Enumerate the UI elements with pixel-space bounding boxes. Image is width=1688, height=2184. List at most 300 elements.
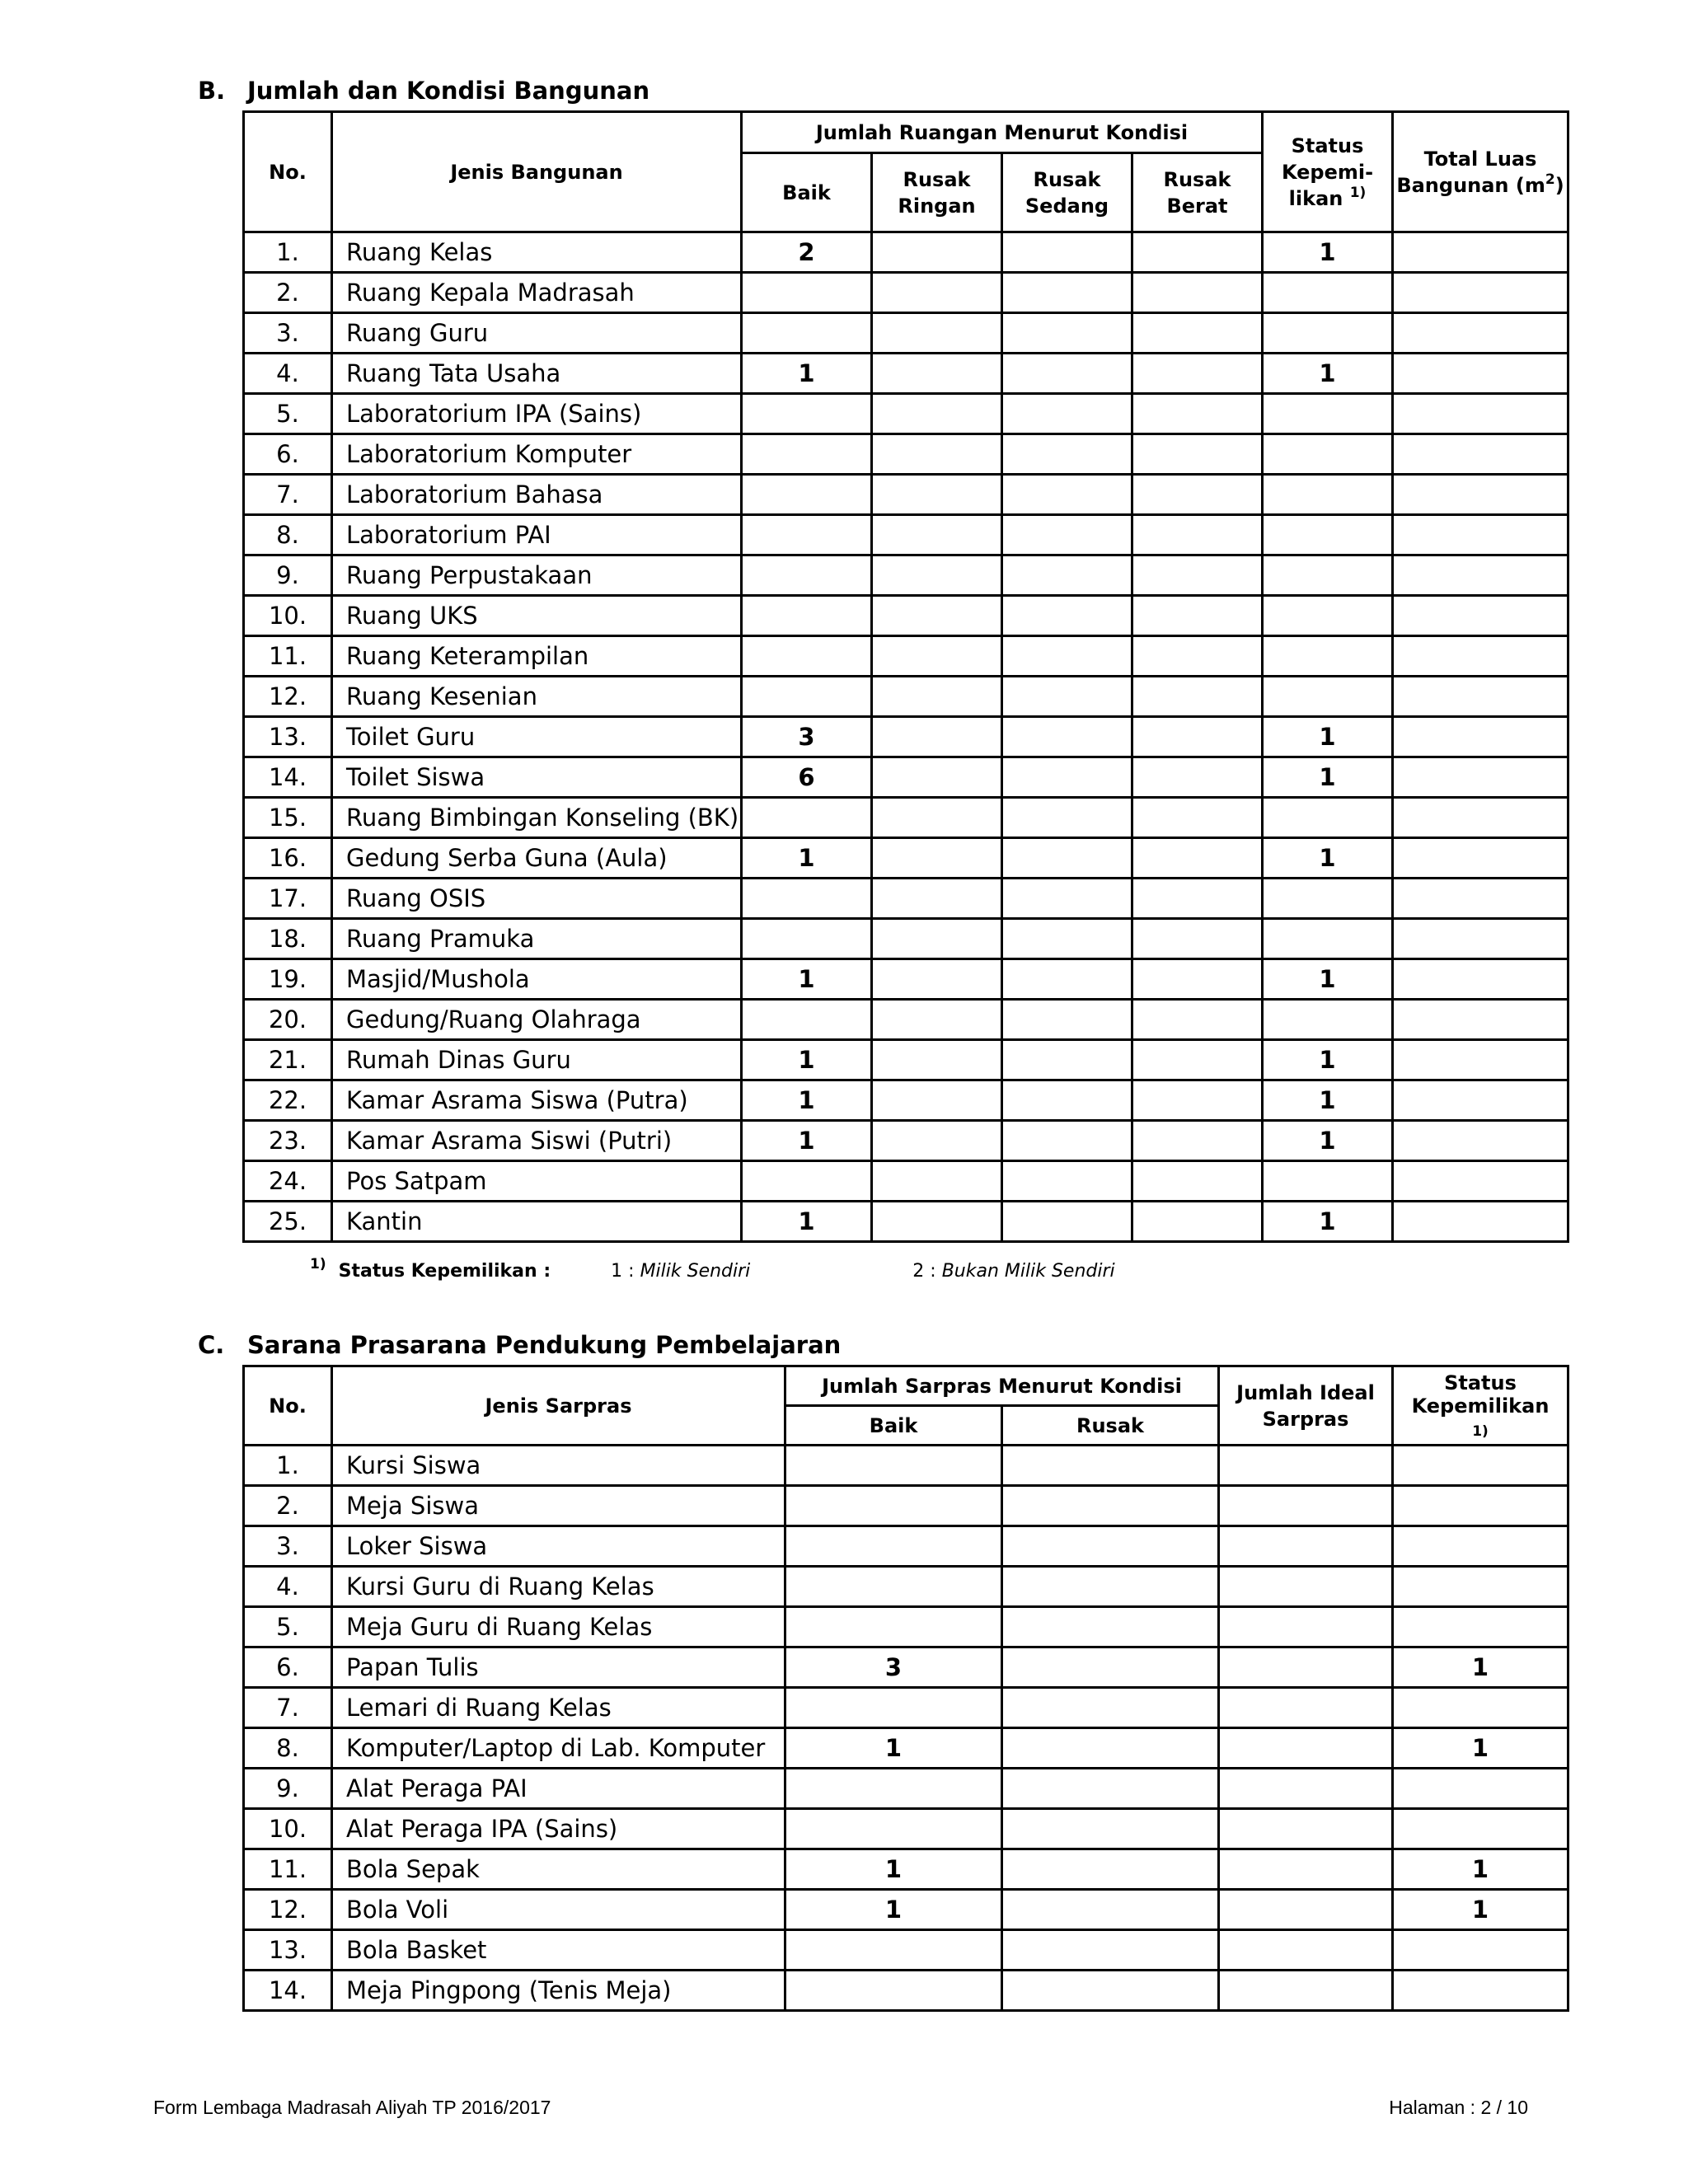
- cell-no: 12.: [244, 1890, 332, 1930]
- cell-status: 1: [1393, 1647, 1568, 1688]
- cell-rusak-ringan: [872, 677, 1002, 717]
- cell-no: 14.: [244, 1971, 332, 2011]
- cell-jumlah-ideal: [1219, 1809, 1393, 1849]
- cell-status: [1263, 879, 1393, 919]
- cell-no: 24.: [244, 1161, 332, 1202]
- cell-total-luas: [1393, 1121, 1568, 1161]
- cell-jenis-bangunan: Ruang Kesenian: [332, 677, 742, 717]
- cell-rusak-sedang: [1002, 879, 1132, 919]
- cell-rusak-sedang: [1002, 959, 1132, 1000]
- cell-rusak-ringan: [872, 394, 1002, 434]
- cell-rusak-sedang: [1002, 677, 1132, 717]
- table-row: [244, 1769, 1568, 1809]
- cell-rusak-berat: [1132, 394, 1263, 434]
- table-row: [244, 757, 1568, 798]
- cell-no: 8.: [244, 515, 332, 555]
- cell-jenis-sarpras: Loker Siswa: [332, 1526, 785, 1567]
- cell-no: 9.: [244, 1769, 332, 1809]
- cell-status: [1263, 273, 1393, 313]
- table-row: [244, 677, 1568, 717]
- table-row: [244, 1161, 1568, 1202]
- cell-total-luas: [1393, 1161, 1568, 1202]
- cell-status: [1263, 636, 1393, 677]
- cell-no: 4.: [244, 354, 332, 394]
- cell-jumlah-ideal: [1219, 1688, 1393, 1728]
- cell-status: [1393, 1769, 1568, 1809]
- cell-rusak-sedang: [1002, 757, 1132, 798]
- cell-rusak-sedang: [1002, 434, 1132, 475]
- table-row: [244, 798, 1568, 838]
- cell-jenis-bangunan: Kamar Asrama Siswi (Putri): [332, 1121, 742, 1161]
- cell-total-luas: [1393, 1000, 1568, 1040]
- table-row: [244, 1080, 1568, 1121]
- header-jumlah-ruangan: Jumlah Ruangan Menurut Kondisi: [742, 112, 1263, 153]
- cell-no: 14.: [244, 757, 332, 798]
- cell-jenis-sarpras: Kursi Guru di Ruang Kelas: [332, 1567, 785, 1607]
- cell-baik: [785, 1769, 1002, 1809]
- cell-rusak: [1002, 1971, 1219, 2011]
- cell-rusak-sedang: [1002, 273, 1132, 313]
- cell-rusak-sedang: [1002, 636, 1132, 677]
- cell-jenis-bangunan: Laboratorium IPA (Sains): [332, 394, 742, 434]
- cell-no: 22.: [244, 1080, 332, 1121]
- cell-status: 1: [1263, 1040, 1393, 1080]
- cell-total-luas: [1393, 475, 1568, 515]
- cell-baik: [742, 596, 872, 636]
- cell-status: [1393, 1930, 1568, 1971]
- cell-rusak-berat: [1132, 273, 1263, 313]
- cell-baik: [785, 1930, 1002, 1971]
- cell-jumlah-ideal: [1219, 1769, 1393, 1809]
- cell-baik: 6: [742, 757, 872, 798]
- cell-no: 21.: [244, 1040, 332, 1080]
- cell-status: [1263, 313, 1393, 354]
- cell-no: 11.: [244, 636, 332, 677]
- cell-jenis-bangunan: Kamar Asrama Siswa (Putra): [332, 1080, 742, 1121]
- cell-rusak-ringan: [872, 636, 1002, 677]
- header-status-kepemilikan-c: Status Kepemilikan 1): [1393, 1366, 1568, 1446]
- cell-status: [1263, 515, 1393, 555]
- table-row: [244, 1890, 1568, 1930]
- cell-total-luas: [1393, 1040, 1568, 1080]
- cell-no: 3.: [244, 1526, 332, 1567]
- cell-no: 23.: [244, 1121, 332, 1161]
- cell-rusak-sedang: [1002, 717, 1132, 757]
- footnote-label: Status Kepemilikan :: [338, 1261, 551, 1282]
- cell-rusak: [1002, 1446, 1219, 1486]
- cell-jenis-sarpras: Alat Peraga IPA (Sains): [332, 1809, 785, 1849]
- cell-status: 1: [1263, 838, 1393, 879]
- cell-baik: [742, 475, 872, 515]
- cell-baik: [785, 1809, 1002, 1849]
- cell-rusak-berat: [1132, 1121, 1263, 1161]
- cell-status: [1263, 394, 1393, 434]
- cell-jenis-bangunan: Toilet Siswa: [332, 757, 742, 798]
- cell-rusak-ringan: [872, 313, 1002, 354]
- cell-baik: [785, 1567, 1002, 1607]
- cell-no: 19.: [244, 959, 332, 1000]
- cell-baik: 1: [785, 1849, 1002, 1890]
- cell-rusak-ringan: [872, 354, 1002, 394]
- cell-status: [1263, 1000, 1393, 1040]
- cell-rusak-berat: [1132, 313, 1263, 354]
- cell-rusak-ringan: [872, 1161, 1002, 1202]
- table-row: [244, 313, 1568, 354]
- cell-rusak-ringan: [872, 1040, 1002, 1080]
- table-row: [244, 1849, 1568, 1890]
- cell-baik: [742, 1161, 872, 1202]
- cell-status: [1263, 596, 1393, 636]
- cell-no: 2.: [244, 273, 332, 313]
- cell-jenis-bangunan: Ruang Bimbingan Konseling (BK): [332, 798, 742, 838]
- table-row: [244, 1971, 1568, 2011]
- table-row: [244, 1000, 1568, 1040]
- cell-jenis-bangunan: Laboratorium Bahasa: [332, 475, 742, 515]
- cell-no: 3.: [244, 313, 332, 354]
- footnote-option-1: 1 : Milik Sendiri: [611, 1261, 751, 1282]
- cell-rusak: [1002, 1809, 1219, 1849]
- cell-no: 13.: [244, 717, 332, 757]
- table-row: [244, 1446, 1568, 1486]
- cell-rusak-berat: [1132, 757, 1263, 798]
- cell-status: 1: [1263, 1121, 1393, 1161]
- cell-jenis-sarpras: Lemari di Ruang Kelas: [332, 1688, 785, 1728]
- cell-rusak-sedang: [1002, 1040, 1132, 1080]
- header-baik-c: Baik: [785, 1406, 1002, 1446]
- cell-rusak-sedang: [1002, 555, 1132, 596]
- footer-form-name: Form Lembaga Madrasah Aliyah TP 2016/2017: [153, 2097, 551, 2118]
- cell-total-luas: [1393, 273, 1568, 313]
- cell-rusak-berat: [1132, 1040, 1263, 1080]
- cell-baik: 1: [785, 1890, 1002, 1930]
- cell-baik: [785, 1486, 1002, 1526]
- cell-status: [1263, 919, 1393, 959]
- cell-jumlah-ideal: [1219, 1930, 1393, 1971]
- cell-jenis-bangunan: Laboratorium Komputer: [332, 434, 742, 475]
- cell-jenis-sarpras: Komputer/Laptop di Lab. Komputer: [332, 1728, 785, 1769]
- cell-baik: [742, 919, 872, 959]
- table-row: [244, 273, 1568, 313]
- cell-total-luas: [1393, 838, 1568, 879]
- cell-rusak-ringan: [872, 919, 1002, 959]
- cell-no: 7.: [244, 475, 332, 515]
- cell-rusak-berat: [1132, 555, 1263, 596]
- cell-rusak-berat: [1132, 959, 1263, 1000]
- cell-status: [1263, 475, 1393, 515]
- cell-rusak-sedang: [1002, 1161, 1132, 1202]
- cell-jenis-bangunan: Ruang UKS: [332, 596, 742, 636]
- cell-rusak-ringan: [872, 555, 1002, 596]
- cell-rusak-berat: [1132, 1000, 1263, 1040]
- table-row: [244, 1040, 1568, 1080]
- cell-rusak-ringan: [872, 273, 1002, 313]
- cell-baik: 3: [742, 717, 872, 757]
- cell-rusak: [1002, 1486, 1219, 1526]
- cell-no: 5.: [244, 394, 332, 434]
- cell-rusak-sedang: [1002, 475, 1132, 515]
- table-row: [244, 1486, 1568, 1526]
- cell-baik: [742, 1000, 872, 1040]
- cell-status: 1: [1263, 1202, 1393, 1242]
- cell-baik: [742, 515, 872, 555]
- cell-jumlah-ideal: [1219, 1446, 1393, 1486]
- cell-rusak-ringan: [872, 838, 1002, 879]
- cell-status: 1: [1263, 959, 1393, 1000]
- header-jenis-bangunan: Jenis Bangunan: [332, 112, 742, 232]
- cell-rusak-ringan: [872, 757, 1002, 798]
- cell-baik: [785, 1446, 1002, 1486]
- cell-total-luas: [1393, 596, 1568, 636]
- section-b-letter: B.: [198, 77, 226, 105]
- cell-rusak-berat: [1132, 1202, 1263, 1242]
- table-row: [244, 1567, 1568, 1607]
- cell-status: 1: [1263, 717, 1393, 757]
- cell-status: 1: [1393, 1890, 1568, 1930]
- cell-no: 11.: [244, 1849, 332, 1890]
- cell-jenis-bangunan: Ruang Kelas: [332, 232, 742, 273]
- cell-jumlah-ideal: [1219, 1607, 1393, 1647]
- cell-no: 18.: [244, 919, 332, 959]
- cell-total-luas: [1393, 1202, 1568, 1242]
- cell-rusak-berat: [1132, 919, 1263, 959]
- cell-total-luas: [1393, 879, 1568, 919]
- footnote-option-2: 2 : Bukan Milik Sendiri: [912, 1261, 1115, 1282]
- cell-jenis-bangunan: Gedung/Ruang Olahraga: [332, 1000, 742, 1040]
- cell-no: 7.: [244, 1688, 332, 1728]
- cell-status: [1263, 555, 1393, 596]
- table-row: [244, 354, 1568, 394]
- header-rusak-ringan: Rusak Ringan: [872, 153, 1002, 232]
- bangunan-table: [242, 110, 1569, 1243]
- cell-total-luas: [1393, 717, 1568, 757]
- table-row: [244, 555, 1568, 596]
- cell-no: 13.: [244, 1930, 332, 1971]
- cell-jumlah-ideal: [1219, 1567, 1393, 1607]
- cell-no: 6.: [244, 1647, 332, 1688]
- cell-rusak-berat: [1132, 1161, 1263, 1202]
- cell-no: 5.: [244, 1607, 332, 1647]
- cell-total-luas: [1393, 1080, 1568, 1121]
- cell-jenis-sarpras: Bola Basket: [332, 1930, 785, 1971]
- table-row: [244, 1809, 1568, 1849]
- cell-rusak: [1002, 1567, 1219, 1607]
- cell-rusak-ringan: [872, 798, 1002, 838]
- cell-jenis-bangunan: Toilet Guru: [332, 717, 742, 757]
- cell-total-luas: [1393, 434, 1568, 475]
- cell-rusak-berat: [1132, 717, 1263, 757]
- cell-rusak-ringan: [872, 475, 1002, 515]
- cell-rusak-berat: [1132, 677, 1263, 717]
- cell-jumlah-ideal: [1219, 1971, 1393, 2011]
- cell-baik: [742, 555, 872, 596]
- cell-no: 25.: [244, 1202, 332, 1242]
- cell-no: 16.: [244, 838, 332, 879]
- cell-baik: 1: [742, 1202, 872, 1242]
- cell-rusak: [1002, 1728, 1219, 1769]
- cell-rusak: [1002, 1647, 1219, 1688]
- cell-jenis-bangunan: Pos Satpam: [332, 1161, 742, 1202]
- table-row: [244, 1688, 1568, 1728]
- cell-jenis-sarpras: Meja Guru di Ruang Kelas: [332, 1607, 785, 1647]
- cell-rusak-berat: [1132, 515, 1263, 555]
- cell-jenis-bangunan: Kantin: [332, 1202, 742, 1242]
- cell-jenis-bangunan: Ruang Kepala Madrasah: [332, 273, 742, 313]
- header-jumlah-sarpras: Jumlah Sarpras Menurut Kondisi: [785, 1366, 1219, 1406]
- cell-rusak-berat: [1132, 475, 1263, 515]
- cell-jenis-sarpras: Bola Voli: [332, 1890, 785, 1930]
- cell-baik: 3: [785, 1647, 1002, 1688]
- cell-jenis-bangunan: Rumah Dinas Guru: [332, 1040, 742, 1080]
- cell-baik: [742, 394, 872, 434]
- cell-rusak-ringan: [872, 596, 1002, 636]
- cell-no: 4.: [244, 1567, 332, 1607]
- cell-status: 1: [1263, 354, 1393, 394]
- cell-jenis-bangunan: Ruang Tata Usaha: [332, 354, 742, 394]
- cell-baik: [785, 1607, 1002, 1647]
- table-row: [244, 596, 1568, 636]
- table-row: [244, 394, 1568, 434]
- cell-rusak-berat: [1132, 434, 1263, 475]
- cell-rusak-sedang: [1002, 394, 1132, 434]
- cell-status: [1393, 1971, 1568, 2011]
- cell-rusak-sedang: [1002, 798, 1132, 838]
- cell-no: 10.: [244, 1809, 332, 1849]
- table-row: [244, 232, 1568, 273]
- footer-page-number: Halaman : 2 / 10: [1389, 2097, 1528, 2118]
- cell-status: 1: [1263, 232, 1393, 273]
- header-rusak-berat: Rusak Berat: [1132, 153, 1263, 232]
- cell-baik: 1: [742, 1080, 872, 1121]
- sarpras-table-body: [244, 1446, 1568, 2011]
- table-row: [244, 1728, 1568, 1769]
- cell-rusak-berat: [1132, 596, 1263, 636]
- cell-no: 15.: [244, 798, 332, 838]
- cell-rusak: [1002, 1688, 1219, 1728]
- cell-no: 6.: [244, 434, 332, 475]
- cell-baik: [742, 798, 872, 838]
- cell-total-luas: [1393, 757, 1568, 798]
- cell-status: [1393, 1446, 1568, 1486]
- cell-baik: [742, 879, 872, 919]
- cell-rusak-sedang: [1002, 313, 1132, 354]
- cell-no: 17.: [244, 879, 332, 919]
- cell-baik: 1: [742, 959, 872, 1000]
- section-c-letter: C.: [198, 1331, 225, 1359]
- table-row: [244, 636, 1568, 677]
- table-row: [244, 1647, 1568, 1688]
- table-row: [244, 1930, 1568, 1971]
- cell-jenis-bangunan: Masjid/Mushola: [332, 959, 742, 1000]
- cell-total-luas: [1393, 636, 1568, 677]
- cell-no: 8.: [244, 1728, 332, 1769]
- cell-baik: 1: [742, 1121, 872, 1161]
- cell-no: 1.: [244, 1446, 332, 1486]
- cell-rusak-sedang: [1002, 838, 1132, 879]
- cell-rusak-berat: [1132, 232, 1263, 273]
- cell-no: 2.: [244, 1486, 332, 1526]
- cell-status: [1393, 1526, 1568, 1567]
- cell-baik: [785, 1971, 1002, 2011]
- cell-rusak-sedang: [1002, 1202, 1132, 1242]
- cell-jenis-bangunan: Ruang Perpustakaan: [332, 555, 742, 596]
- section-c-title-text: Sarana Prasarana Pendukung Pembelajaran: [247, 1331, 842, 1359]
- cell-jumlah-ideal: [1219, 1647, 1393, 1688]
- cell-total-luas: [1393, 515, 1568, 555]
- header-total-luas: Total Luas Bangunan $(m^2)$: [1393, 112, 1568, 232]
- cell-total-luas: [1393, 232, 1568, 273]
- cell-status: 1: [1393, 1728, 1568, 1769]
- cell-total-luas: [1393, 919, 1568, 959]
- table-row: [244, 1121, 1568, 1161]
- cell-rusak-ringan: [872, 1121, 1002, 1161]
- cell-baik: [785, 1688, 1002, 1728]
- cell-rusak-ringan: [872, 1080, 1002, 1121]
- cell-status: [1263, 798, 1393, 838]
- table-row: [244, 919, 1568, 959]
- cell-status: [1393, 1567, 1568, 1607]
- cell-rusak-ringan: [872, 434, 1002, 475]
- cell-rusak-ringan: [872, 1000, 1002, 1040]
- cell-jenis-bangunan: Ruang Keterampilan: [332, 636, 742, 677]
- table-row: [244, 475, 1568, 515]
- cell-total-luas: [1393, 677, 1568, 717]
- cell-total-luas: [1393, 798, 1568, 838]
- cell-status: [1393, 1809, 1568, 1849]
- cell-status: [1263, 434, 1393, 475]
- cell-total-luas: [1393, 394, 1568, 434]
- section-c-title: [198, 1331, 841, 1359]
- cell-rusak-sedang: [1002, 354, 1132, 394]
- cell-rusak: [1002, 1849, 1219, 1890]
- cell-total-luas: [1393, 555, 1568, 596]
- cell-rusak-sedang: [1002, 919, 1132, 959]
- table-row: [244, 1202, 1568, 1242]
- cell-rusak-sedang: [1002, 596, 1132, 636]
- cell-baik: 1: [742, 354, 872, 394]
- cell-status: 1: [1393, 1849, 1568, 1890]
- header-jumlah-ideal: Jumlah Ideal Sarpras: [1219, 1366, 1393, 1446]
- cell-rusak-ringan: [872, 515, 1002, 555]
- cell-rusak-sedang: [1002, 232, 1132, 273]
- cell-baik: [742, 636, 872, 677]
- cell-baik: [742, 677, 872, 717]
- cell-baik: [742, 434, 872, 475]
- cell-rusak: [1002, 1526, 1219, 1567]
- cell-status: [1393, 1486, 1568, 1526]
- cell-status: [1393, 1688, 1568, 1728]
- cell-jumlah-ideal: [1219, 1849, 1393, 1890]
- cell-baik: [742, 273, 872, 313]
- cell-status: 1: [1263, 1080, 1393, 1121]
- section-b-title: [198, 77, 649, 105]
- cell-jumlah-ideal: [1219, 1486, 1393, 1526]
- footnote-status-kepemilikan: $^{1)}$ Status Kepemilikan : 1 : Milik Sendiri 2 : Bukan Milik Sendiri: [310, 1256, 1115, 1282]
- cell-rusak: [1002, 1930, 1219, 1971]
- table-row: [244, 515, 1568, 555]
- cell-rusak-berat: [1132, 838, 1263, 879]
- table-row: [244, 879, 1568, 919]
- cell-jenis-bangunan: Ruang OSIS: [332, 879, 742, 919]
- table-row: [244, 959, 1568, 1000]
- sarpras-table: [242, 1365, 1569, 2012]
- table-row: [244, 434, 1568, 475]
- cell-rusak-ringan: [872, 879, 1002, 919]
- cell-jenis-bangunan: Gedung Serba Guna (Aula): [332, 838, 742, 879]
- cell-rusak-ringan: [872, 717, 1002, 757]
- header-no: No.: [244, 112, 332, 232]
- table-row: [244, 1607, 1568, 1647]
- cell-status: 1: [1263, 757, 1393, 798]
